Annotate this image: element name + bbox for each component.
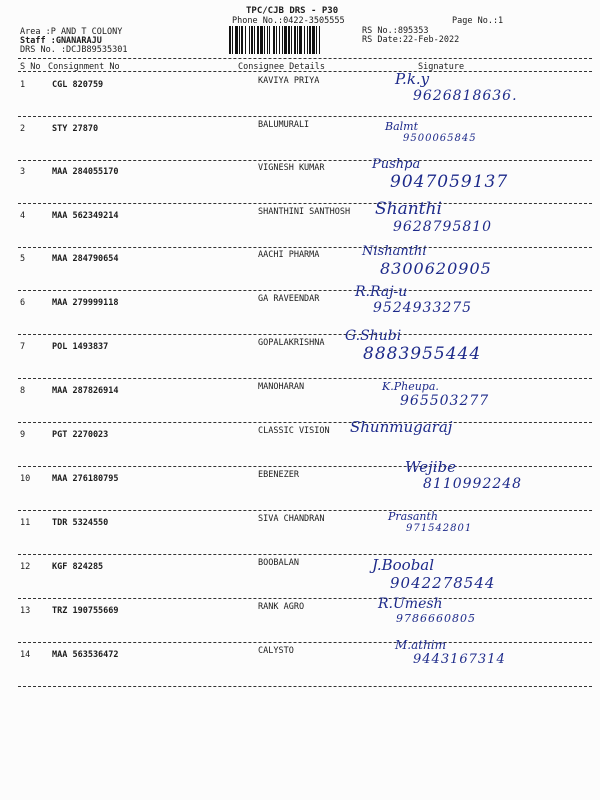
signature-name: Shunmugaraj <box>350 418 453 436</box>
barcode-bar <box>254 26 255 54</box>
signature-phone: 971542801 <box>406 523 473 534</box>
row-divider <box>18 642 592 643</box>
row-consignee-name: SHANTHINI SANTHOSH <box>258 207 351 217</box>
signature-name: Prasanth <box>388 510 439 523</box>
row-consignee-name: GOPALAKRISHNA <box>258 338 325 348</box>
barcode-bar <box>257 26 259 54</box>
row-sno: 2 <box>20 124 26 134</box>
signature-phone: 9443167314 <box>413 652 506 667</box>
table-row <box>0 380 600 428</box>
signature-phone: 8883955444 <box>363 344 482 364</box>
row-sno: 1 <box>20 80 26 90</box>
signature-phone: 9047059137 <box>390 172 509 192</box>
row-sno: 13 <box>20 606 31 616</box>
barcode-bar <box>229 26 231 54</box>
row-consignment-no: PGT 2270023 <box>52 430 109 440</box>
row-consignment-no: STY 27870 <box>52 124 99 134</box>
row-sno: 4 <box>20 211 26 221</box>
barcode-bar <box>235 26 238 54</box>
table-row <box>0 556 600 604</box>
row-consignment-no: CGL 820759 <box>52 80 104 90</box>
row-signature <box>355 284 472 316</box>
barcode-bar <box>304 26 305 54</box>
barcode-bar <box>309 26 311 54</box>
row-consignment-no: MAA 284790654 <box>52 254 119 264</box>
row-consignee-name: MANOHARAN <box>258 382 305 392</box>
area-label: Area :P AND T COLONY <box>20 27 123 37</box>
table-row <box>0 638 600 692</box>
barcode-bar <box>241 26 243 54</box>
row-signature <box>375 199 492 235</box>
row-consignee-name: RANK AGRO <box>258 602 305 612</box>
barcode-bar <box>294 26 296 54</box>
row-sno: 14 <box>20 650 31 660</box>
row-signature <box>372 556 495 592</box>
row-consignment-no: MAA 287826914 <box>52 386 119 396</box>
row-sno: 3 <box>20 167 26 177</box>
row-consignee-name: SIVA CHANDRAN <box>258 514 325 524</box>
signature-name: Nishanthi <box>362 244 427 259</box>
column-header-consignee: Consignee Details <box>238 62 325 72</box>
barcode-bar <box>260 26 263 54</box>
row-signature <box>382 380 489 409</box>
row-sno: 10 <box>20 474 31 484</box>
row-signature <box>395 638 506 667</box>
page-number: Page No.:1 <box>452 16 504 26</box>
signature-name: G.Shubi <box>345 328 402 344</box>
row-divider <box>18 686 592 687</box>
signature-phone: 9626818636. <box>413 88 518 104</box>
row-divider <box>18 510 592 511</box>
table-row <box>0 244 600 296</box>
barcode-bar <box>279 26 280 54</box>
row-divider <box>18 598 592 599</box>
row-consignee-name: BALUMURALI <box>258 120 310 130</box>
column-header-consignment: Consignment No <box>48 62 120 72</box>
row-divider <box>18 203 592 204</box>
signature-name: K.Pheupa. <box>382 380 439 393</box>
signature-name: R.Umesh <box>378 596 443 612</box>
row-sno: 8 <box>20 386 26 396</box>
row-divider <box>18 116 592 117</box>
signature-phone: 8110992248 <box>423 476 523 492</box>
table-row <box>0 157 600 209</box>
barcode-bar <box>249 26 250 54</box>
rs-date: RS Date:22-Feb-2022 <box>362 35 460 45</box>
signature-phone: 9042278544 <box>390 574 496 592</box>
signature-name: Wejibe <box>405 458 456 476</box>
barcode-bar <box>312 26 315 54</box>
row-consignment-no: MAA 563536472 <box>52 650 119 660</box>
row-sno: 7 <box>20 342 26 352</box>
drs-number: DRS No. :DCJB89535301 <box>20 45 128 55</box>
barcode-bar <box>319 26 320 54</box>
barcode-bar <box>245 26 246 54</box>
phone-number: Phone No.:0422-3505555 <box>232 16 345 26</box>
barcode-bar <box>273 26 275 54</box>
row-signature <box>378 596 476 625</box>
barcode-bar <box>232 26 233 54</box>
row-signature <box>405 458 522 492</box>
signature-name: M.athim <box>395 638 447 652</box>
signature-phone: 9500065845 <box>403 133 477 144</box>
row-divider <box>18 334 592 335</box>
row-divider <box>18 422 592 423</box>
signature-phone: 9628795810 <box>393 219 493 235</box>
signature-phone: 9524933275 <box>373 300 473 316</box>
table-row <box>0 510 600 560</box>
row-consignee-name: BOOBALAN <box>258 558 299 568</box>
row-consignment-no: MAA 284055170 <box>52 167 119 177</box>
row-consignee-name: KAVIYA PRIYA <box>258 76 320 86</box>
barcode-bar <box>288 26 290 54</box>
row-consignment-no: KGF 824285 <box>52 562 104 572</box>
row-consignee-name: VIGNESH KUMAR <box>258 163 325 173</box>
row-divider <box>18 554 592 555</box>
barcode-bar <box>251 26 253 54</box>
table-row <box>0 328 600 384</box>
signature-name: Shanthi <box>375 199 442 219</box>
row-sno: 12 <box>20 562 31 572</box>
row-signature <box>350 418 452 436</box>
row-consignment-no: POL 1493837 <box>52 342 109 352</box>
barcode-bar <box>297 26 298 54</box>
row-consignment-no: MAA 562349214 <box>52 211 119 221</box>
row-signature <box>385 120 477 144</box>
table-row <box>0 596 600 648</box>
signature-name: P.k.y <box>395 70 430 88</box>
barcode-bar <box>316 26 317 54</box>
row-signature <box>388 510 472 534</box>
barcode-bar <box>276 26 277 54</box>
row-signature <box>395 70 518 104</box>
row-consignee-name: EBENEZER <box>258 470 299 480</box>
row-consignee-name: AACHI PHARMA <box>258 250 320 260</box>
signature-name: J.Boobal <box>372 556 435 574</box>
row-sno: 6 <box>20 298 26 308</box>
table-row <box>0 70 600 122</box>
row-consignee-name: CALYSTO <box>258 646 294 656</box>
barcode-image <box>228 26 354 54</box>
barcode-bar <box>264 26 265 54</box>
row-sno: 11 <box>20 518 31 528</box>
column-header-signature: Signature <box>418 62 465 72</box>
row-consignee-name: GA RAVEENDAR <box>258 294 320 304</box>
row-signature <box>372 157 508 192</box>
barcode-bar <box>299 26 302 54</box>
row-signature <box>345 328 481 364</box>
row-sno: 5 <box>20 254 26 264</box>
barcode-bar <box>291 26 292 54</box>
barcode-bar <box>284 26 287 54</box>
signature-phone: 965503277 <box>400 393 490 409</box>
barcode-bar <box>282 26 283 54</box>
signature-phone: 8300620905 <box>380 259 492 278</box>
table-row <box>0 120 600 166</box>
row-consignee-name: CLASSIC VISION <box>258 426 330 436</box>
signature-name: R.Raj-u <box>355 284 408 300</box>
row-divider <box>18 247 592 248</box>
signature-name: Pushpa <box>372 157 421 172</box>
row-divider <box>18 290 592 291</box>
row-consignment-no: MAA 276180795 <box>52 474 119 484</box>
barcode-bar <box>239 26 240 54</box>
row-divider <box>18 378 592 379</box>
table-row <box>0 458 600 516</box>
row-consignment-no: TRZ 190755669 <box>52 606 119 616</box>
rs-number: RS No.:895353 <box>362 26 429 36</box>
barcode-bar <box>269 26 270 54</box>
signature-phone: 9786660805 <box>396 612 476 625</box>
barcode-bar <box>307 26 308 54</box>
table-row <box>0 284 600 340</box>
signature-name: Balmt <box>385 120 419 133</box>
document-title: TPC/CJB DRS - P30 <box>246 6 339 16</box>
row-signature <box>362 244 492 278</box>
divider <box>18 58 592 59</box>
row-sno: 9 <box>20 430 26 440</box>
barcode-bar <box>267 26 268 54</box>
row-consignment-no: TDR 5324550 <box>52 518 109 528</box>
row-consignment-no: MAA 279999118 <box>52 298 119 308</box>
staff-label: Staff :GNANARAJU <box>20 36 102 46</box>
table-row <box>0 199 600 253</box>
column-header-sno: S No <box>20 62 41 72</box>
